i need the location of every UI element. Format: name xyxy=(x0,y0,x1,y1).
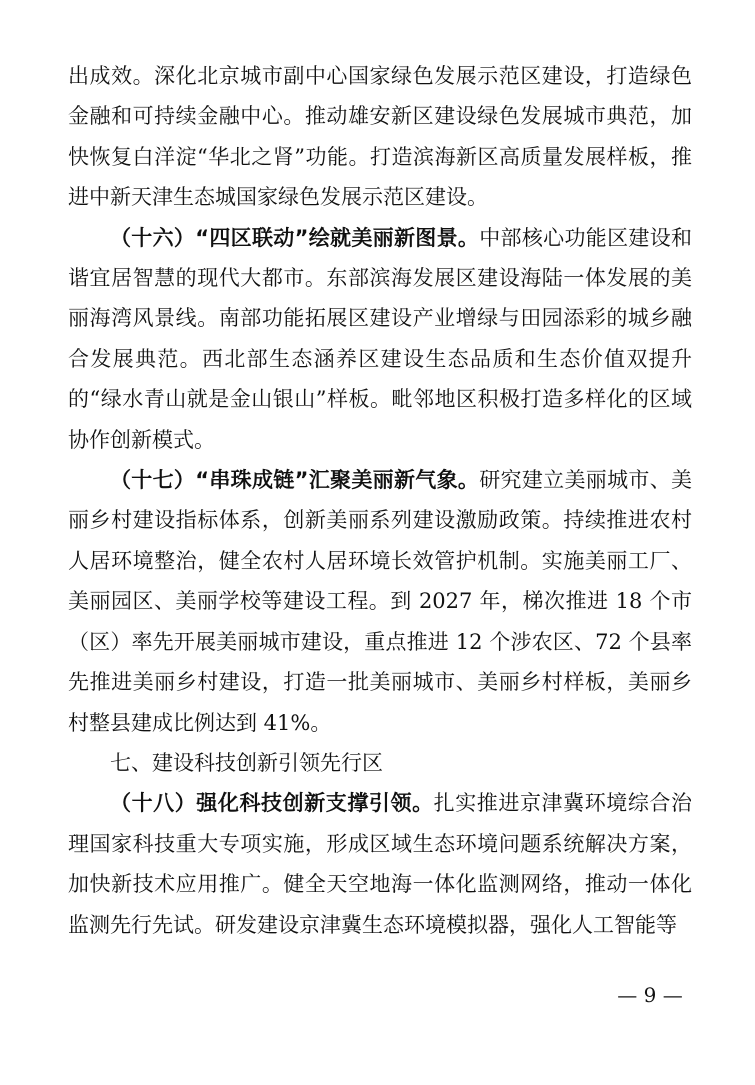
paragraph-sixteen-lead: （十六）“四区联动”绘就美丽新图景。 xyxy=(110,225,480,250)
paragraph-eighteen-lead: （十八）强化科技创新支撑引领。 xyxy=(110,791,434,816)
section-heading: 七、建设科技创新引领先行区 xyxy=(110,750,383,775)
page-number: — 9 — xyxy=(617,983,683,1007)
paragraph-seventeen-lead: （十七）“串珠成链”汇聚美丽新气象。 xyxy=(110,468,480,493)
paragraph-sixteen xyxy=(68,218,692,460)
paragraph-eighteen xyxy=(68,783,692,945)
paragraph-eighteen-body: 扎实推进京津冀环境综合治理国家科技重大专项实施，形成区域生态环境问题系统解决方案，加快新技术应用推广。健全天空地海一体化监测网络，推动一体化监测先行先试。研发建设京津冀生态环境模拟器，强化人工智能等 xyxy=(68,791,693,937)
document-body xyxy=(68,56,692,945)
paragraph-seventeen xyxy=(68,460,692,743)
paragraph-seventeen-body: 研究建立美丽城市、美丽乡村建设指标体系，创新美丽系列建设激励政策。持续推进农村人居环境整治，健全农村人居环境长效管护机制。实施美丽工厂、美丽园区、美丽学校等建设工程。到 2027 年，梯次推进 18 个市（区）率先开展美丽城市建设，重点推进 12 个涉农区、72 个县率先推进美丽乡村建设，打造一批美丽城市、美丽乡村样板，美丽乡村整县建成比例达到 41%。 xyxy=(68,468,692,735)
paragraph-sixteen-body: 中部核心功能区建设和谐宜居智慧的现代大都市。东部滨海发展区建设海陆一体发展的美丽海湾风景线。南部功能拓展区建设产业增绿与田园添彩的城乡融合发展典范。西北部生态涵养区建设生态品质和生态价值双提升的“绿水青山就是金山银山”样板。毗邻地区积极打造多样化的区域协作创新模式。 xyxy=(68,225,692,452)
paragraph-continuation: 出成效。深化北京城市副中心国家绿色发展示范区建设，打造绿色金融和可持续金融中心。推动雄安新区建设绿色发展城市典范，加快恢复白洋淀“华北之肾”功能。打造滨海新区高质量发展样板，推进中新天津生态城国家绿色发展示范区建设。 xyxy=(68,64,692,210)
